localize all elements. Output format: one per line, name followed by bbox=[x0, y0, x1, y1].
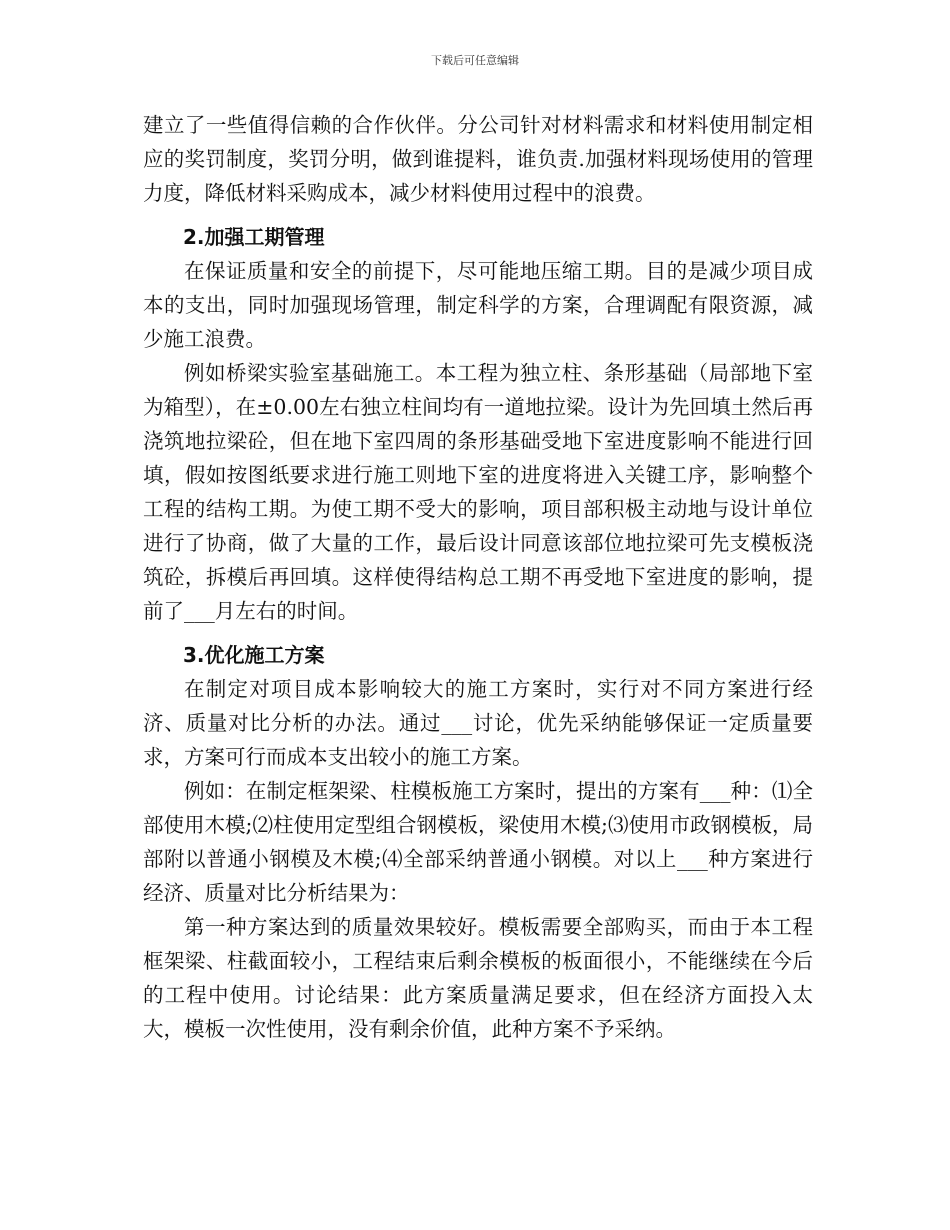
paragraph-2: 在保证质量和安全的前提下，尽可能地压缩工期。目的是减少项目成本的支出，同时加强现场管理，制定科学的方案，合理调配有限资源，减少施工浪费。 bbox=[143, 259, 813, 351]
page-header: 下载后可任意编辑 bbox=[431, 54, 519, 67]
paragraph-5: 例如：在制定框架梁、柱模板施工方案时，提出的方案有___种：⑴全部使用木模;⑵柱使用定型组合钢模板，梁使用木模;⑶使用市政钢模板，局部附以普通小钢模及木模;⑷全部采纳普通小钢模。对以上___种方案进行经济、质量对比分析结果为： bbox=[143, 779, 813, 905]
paragraph-6: 第一种方案达到的质量效果较好。模板需要全部购买，而由于本工程框架梁、柱截面较小，工程结束后剩余模板的板面很小，不能继续在今后的工程中使用。讨论结果：此方案质量满足要求，但在经济方面投入太大，模板一次性使用，没有剩余价值，此种方案不予采纳。 bbox=[143, 915, 813, 1041]
paragraph-3: 例如桥梁实验室基础施工。本工程为独立柱、条形基础（局部地下室为箱型），在±0.00左右独立柱间均有一道地拉梁。设计为先回填土然后再浇筑地拉梁砼，但在地下室四周的条形基础受地下室进度影响不能进行回填，假如按图纸要求进行施工则地下室的进度将进入关键工序，影响整个工程的结构工期。为使工期不受大的影响，项目部积极主动地与设计单位进行了协商，做了大量的工作，最后设计同意该部位地拉梁可先支模板浇筑砼，拆模后再回填。这样使得结构总工期不再受地下室进度的影响，提前了___月左右的时间。 bbox=[143, 361, 813, 623]
section-heading-3: 3.优化施工方案 bbox=[183, 643, 325, 667]
document-body bbox=[143, 108, 813, 1046]
paragraph-1: 建立了一些值得信赖的合作伙伴。分公司针对材料需求和材料使用制定相应的奖罚制度，奖罚分明，做到谁提料，谁负责.加强材料现场使用的管理力度，降低材料采购成本，减少材料使用过程中的浪费。 bbox=[143, 113, 813, 205]
paragraph-4: 在制定对项目成本影响较大的施工方案时，实行对不同方案进行经济、质量对比分析的办法。通过___讨论，优先采纳能够保证一定质量要求，方案可行而成本支出较小的施工方案。 bbox=[143, 677, 813, 769]
section-heading-2: 2.加强工期管理 bbox=[183, 225, 325, 249]
